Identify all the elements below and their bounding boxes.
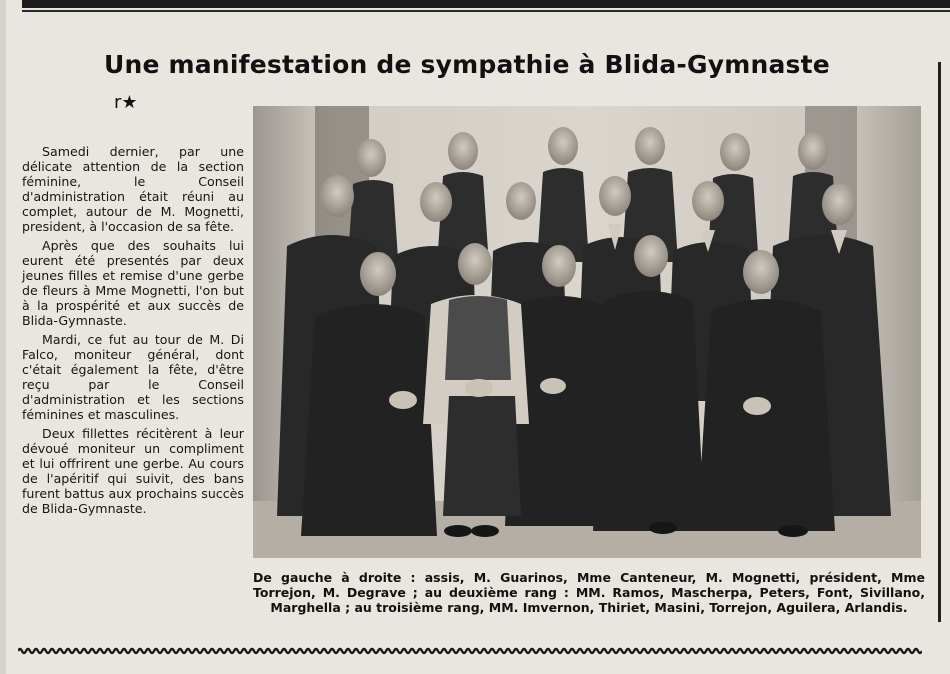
top-rule (22, 0, 950, 8)
group-photo (253, 106, 921, 558)
wavy-rule (18, 646, 922, 656)
star-icon: r★ (114, 92, 138, 113)
photo-caption: De gauche à droite : assis, M. Guarinos, Mme Canteneur, M. Mognetti, président, Mme Torrejon, M. Degrave ; au deuxième rang : MM. Ramos, Mascherpa, Peters, Font, Sivillano, Marghella ; au troisième rang, MM. Imvernon, Thiriet, Masini, Torrejon, Aguilera, Arlandis. (253, 570, 925, 615)
article-paragraph: Deux fillettes récitèrent à leur dévoué moniteur un compliment et lui offrirent une gerbe. Au cours de l'apéritif qui suivit, des bans furent battus aux prochains succès de Blida-Gymnaste. (22, 426, 244, 516)
article-paragraph: Samedi dernier, par une délicate attention de la section féminine, le Conseil d'administration était réuni au complet, autour de M. Mognetti, president, à l'occasion de sa fête. (22, 144, 244, 234)
article-headline: Une manifestation de sympathie à Blida-Gymnaste (104, 50, 830, 79)
column-rule (938, 62, 941, 622)
article-paragraph: Après que des souhaits lui eurent été presentés par deux jeunes filles et remise d'une gerbe de fleurs à Mme Mognetti, l'on but à la prospérité et aux succès de Blida-Gymnaste. (22, 238, 244, 328)
top-rule-thin (22, 10, 950, 12)
article-body (22, 144, 244, 520)
group-photo-image (253, 106, 921, 558)
page-edge (0, 0, 6, 674)
article-paragraph: Mardi, ce fut au tour de M. Di Falco, moniteur général, dont c'était également la fête, d'être reçu par le Conseil d'administration et les sections féminines et masculines. (22, 332, 244, 422)
